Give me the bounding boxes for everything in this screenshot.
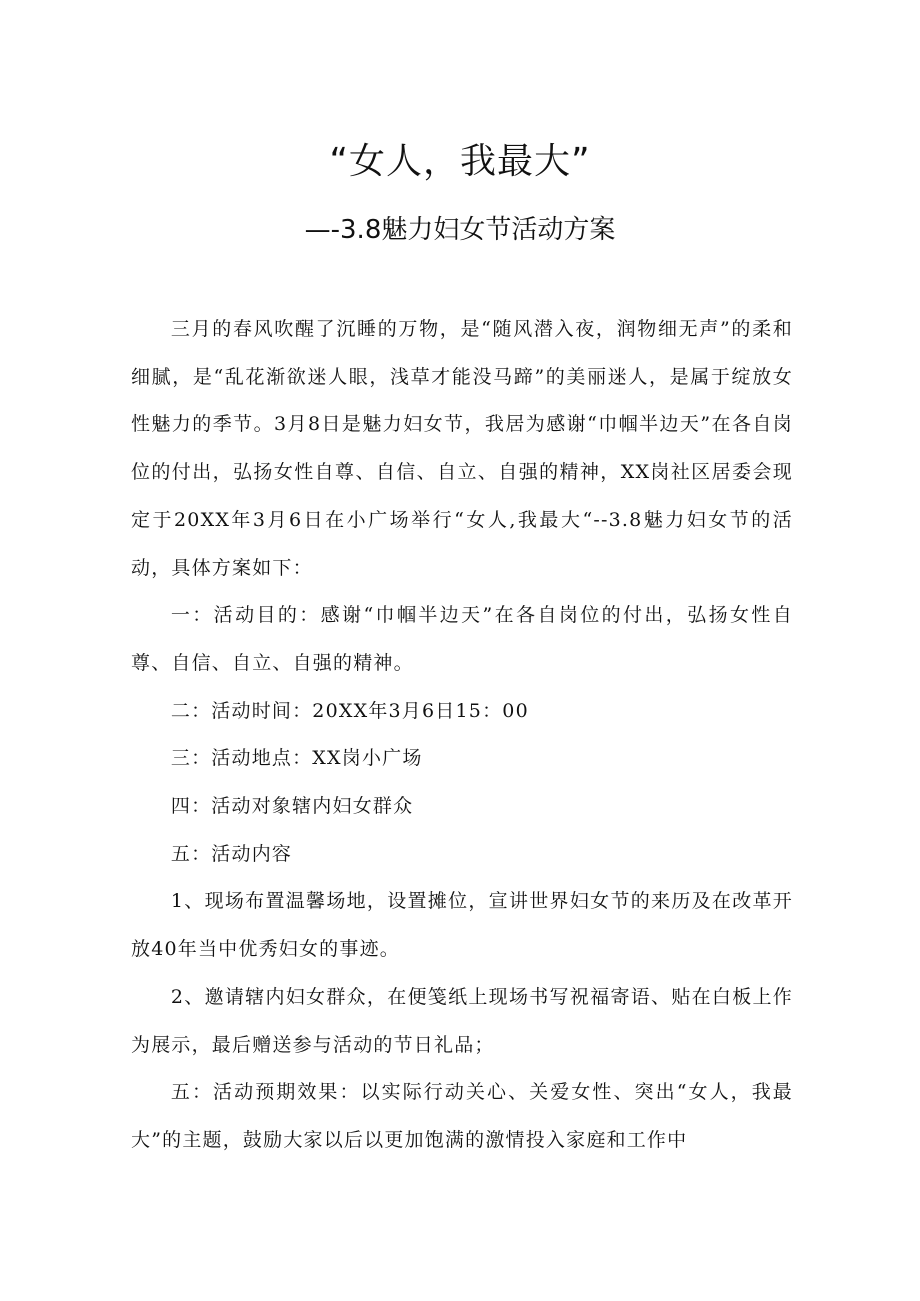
document-body [131,306,793,1165]
section-audience: 四：活动对象辖内妇女群众 [170,795,414,818]
section-time: 二：活动时间：20XX年3月6日15：00 [170,699,529,722]
section-location: 三：活动地点：XX岗小广场 [170,747,423,770]
document-subtitle: —-3.8魅力妇女节活动方案 [304,215,616,245]
section-purpose: 一：活动目的：感谢“巾帼半边天”在各自岗位的付出，弘扬女性自尊、自信、自立、自强的精神。 [131,604,793,674]
content-item-2: 2、邀请辖内妇女群众，在便笺纸上现场书写祝福寄语、贴在白板上作为展示，最后赠送参与活动的节日礼品； [131,985,793,1056]
intro-paragraph: 三月的春风吹醒了沉睡的万物，是“随风潜入夜，润物细无声”的柔和细腻，是“乱花渐欲迷人眼，浅草才能没马蹄”的美丽迷人，是属于绽放女性魅力的季节。3月8日是魅力妇女节，我居为感谢“巾帼半边天”在各自岗位的付出，弘扬女性自尊、自信、自立、自强的精神，XX岗社区居委会现定于20XX年3月6日在小广场举行“女人,我最大“--3.8魅力妇女节的活动，具体方案如下： [131,318,793,579]
document-title: “女人，我最大” [329,141,591,182]
section-content-heading: 五：活动内容 [170,842,293,865]
section-expected-effect: 五：活动预期效果：以实际行动关心、关爱女性、突出“女人，我最大”的主题，鼓励大家以后以更加饱满的激情投入家庭和工作中 [131,1081,793,1151]
content-item-1: 1、现场布置温馨场地，设置摊位，宣讲世界妇女节的来历及在改革开放40年当中优秀妇女的事迹。 [131,890,793,961]
